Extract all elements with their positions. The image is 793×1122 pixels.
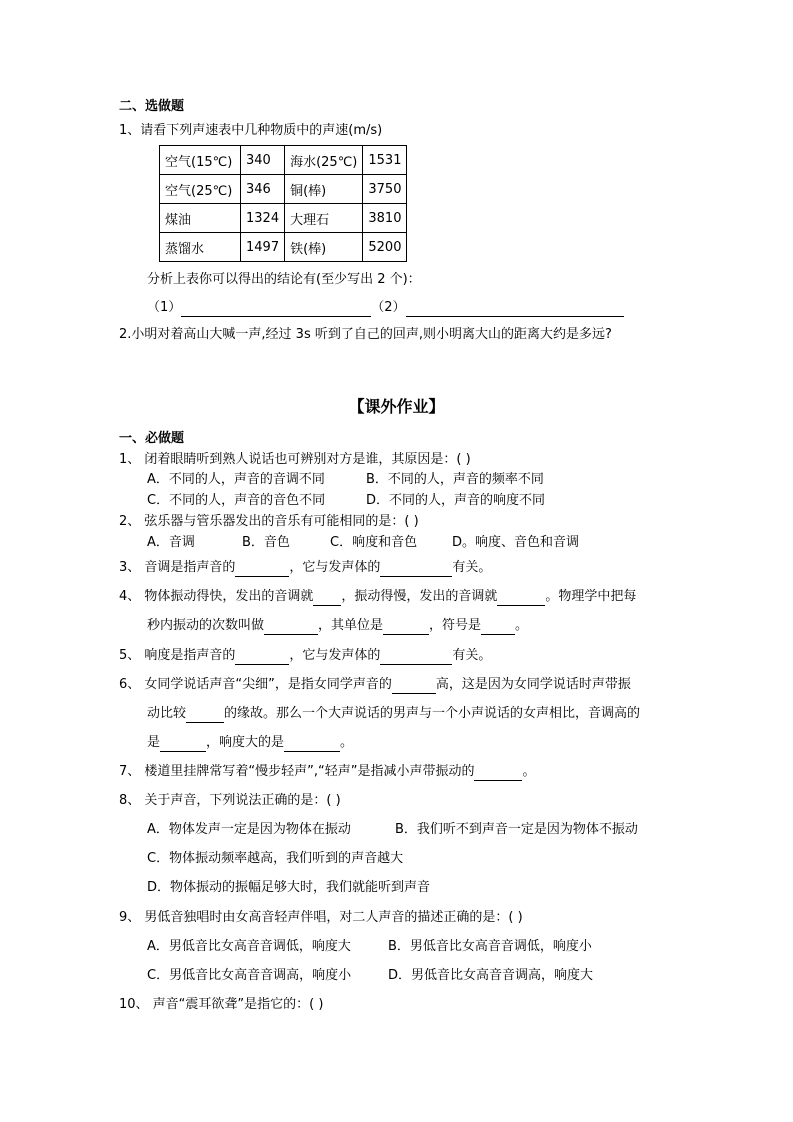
q1-option-b: B．不同的人，声音的频率不同 [366,472,544,487]
table-cell: 1324 [241,204,285,233]
q4-text: 。物理学中把每 [545,589,637,604]
sound-speed-table [159,145,407,262]
question-7 [119,763,536,781]
table-cell: 1497 [241,233,285,262]
q2-option-a: A．音调 [147,535,195,550]
q4-text: ，其单位是 [318,618,384,633]
q3-text: ，它与发声体的 [289,560,381,575]
q5-text: ，它与发声体的 [289,648,381,663]
table-cell: 海水(25℃) [285,146,363,175]
q4-text: 4、 物体振动得快，发出的音调就 [119,589,314,604]
table-row [160,146,407,175]
q8-option-b: B．我们听不到声音一定是因为物体不振动 [395,822,638,837]
table-cell: 蒸馏水 [160,233,241,262]
table-cell: 煤油 [160,204,241,233]
q6-text: 。 [340,735,354,750]
table-row [160,175,407,204]
blank-2-label: （2） [371,300,406,315]
q7-text: 。 [522,764,536,779]
question-1: 1、 闭着眼睛听到熟人说话也可辨别对方是谁，其原因是：( ) [119,452,471,467]
question-2-text: 2.小明对着高山大喊一声,经过 3s 听到了自己的回声,则小明离大山的距离大约是多远? [119,327,612,342]
question-6-line-3 [147,734,353,752]
question-3 [119,559,491,577]
answer-blank[interactable] [392,679,436,694]
answer-blank[interactable] [497,591,545,606]
question-10: 10、 声音“震耳欲聋”是指它的：( ) [119,997,324,1012]
question-6-line-2 [147,705,640,723]
q5-text: 有关。 [452,648,492,663]
answer-blank[interactable] [264,620,318,635]
q1-option-c: C．不同的人，声音的音色不同 [147,493,326,508]
table-cell: 346 [241,175,285,204]
question-6-line-1 [119,676,631,694]
question-5 [119,647,491,665]
table-cell: 铜(棒) [285,175,363,204]
table-cell: 空气(15℃) [160,146,241,175]
table-cell: 1531 [363,146,407,175]
answer-blank[interactable] [160,737,206,752]
q9-option-d: D．男低音比女高音音调高，响度大 [388,968,594,983]
table-cell: 3750 [363,175,407,204]
question-1-text: 1、请看下列声速表中几种物质中的声速(m/s) [119,123,383,138]
question-4-line-1 [119,588,636,606]
analysis-prompt: 分析上表你可以得出的结论有(至少写出 2 个)： [147,272,421,287]
q1-option-d: D．不同的人，声音的响度不同 [366,493,546,508]
q8-option-d: D．物体振动的振幅足够大时，我们就能听到声音 [147,880,431,895]
q2-option-b: B．音色 [242,535,290,550]
q8-option-c: C．物体振动频率越高，我们听到的声音越大 [147,851,404,866]
question-2: 2、 弦乐器与管乐器发出的音乐有可能相同的是：( ) [119,514,419,529]
q2-option-d: D。响度、音色和音调 [452,535,580,550]
blank-1-label: （1） [147,300,182,315]
page-title: 【课外作业】 [348,397,445,416]
answer-blank[interactable] [481,620,515,635]
answer-blank[interactable] [284,737,340,752]
q7-text: 7、 楼道里挂牌常写着“慢步轻声”,“轻声”是指减小声带振动的 [119,764,475,779]
table-cell: 空气(25℃) [160,175,241,204]
answer-blank[interactable] [380,650,452,665]
answer-blank[interactable] [235,562,289,577]
answer-blank[interactable] [313,591,341,606]
section-heading-optional: 二、选做题 [119,99,185,114]
q6-text: ，响度大的是 [206,735,285,750]
answer-blanks-row [147,299,624,317]
answer-blank[interactable] [186,708,224,723]
q6-text: 是 [147,735,161,750]
q4-text: ，振动得慢，发出的音调就 [341,589,498,604]
q6-text: 高，这是因为女同学说话时声带振 [435,677,631,692]
q6-text: 6、 女同学说话声音“尖细”，是指女同学声音的 [119,677,392,692]
q9-option-c: C．男低音比女高音音调高，响度小 [147,968,352,983]
q1-option-a: A．不同的人，声音的音调不同 [147,472,325,487]
table-row [160,233,407,262]
q6-text: 动比较 [147,706,187,721]
q6-text: 的缘故。那么一个大声说话的男声与一个小声说话的女声相比，音调高的 [224,706,641,721]
q8-option-a: A．物体发声一定是因为物体在振动 [147,822,351,837]
question-4-line-2 [147,617,528,635]
q2-option-c: C．响度和音色 [330,535,418,550]
q4-text: ，符号是 [429,618,482,633]
section-heading-required: 一、必做题 [119,431,185,446]
answer-blank-2[interactable] [406,302,624,317]
table-cell: 340 [241,146,285,175]
answer-blank[interactable] [380,562,452,577]
table-cell: 3810 [363,204,407,233]
question-8: 8、 关于声音，下列说法正确的是：( ) [119,793,341,808]
q3-text: 有关。 [452,560,492,575]
answer-blank[interactable] [235,650,289,665]
answer-blank[interactable] [474,766,522,781]
q4-text: 。 [515,618,529,633]
q9-option-b: B．男低音比女高音音调低，响度小 [388,939,592,954]
q4-text: 秒内振动的次数叫做 [147,618,265,633]
table-cell: 大理石 [285,204,363,233]
question-9: 9、 男低音独唱时由女高音轻声伴唱，对二人声音的描述正确的是：( ) [119,910,523,925]
table-cell: 铁(棒) [285,233,363,262]
q5-text: 5、 响度是指声音的 [119,648,236,663]
answer-blank[interactable] [383,620,429,635]
table-row [160,204,407,233]
answer-blank-1[interactable] [181,302,371,317]
q3-text: 3、 音调是指声音的 [119,560,236,575]
q9-option-a: A．男低音比女高音音调低，响度大 [147,939,351,954]
table-cell: 5200 [363,233,407,262]
